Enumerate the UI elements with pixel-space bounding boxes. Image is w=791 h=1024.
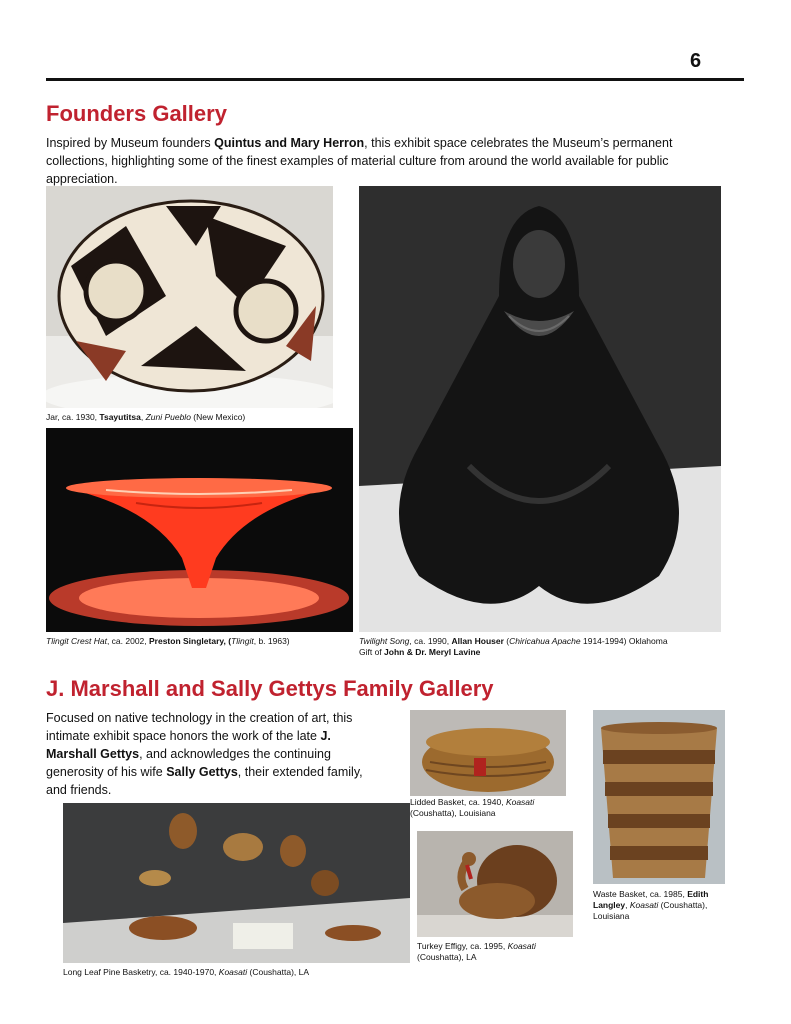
pine-basketry-caption: Long Leaf Pine Basketry, ca. 1940-1970, Koasati (Coushatta), LA [63, 967, 310, 977]
hat-caption: Tlingit Crest Hat, ca. 2002, Preston Singletary, (Tlingit, b. 1963) [46, 636, 290, 646]
waste-basket-photo [593, 710, 725, 884]
gettys-gallery-intro: Focused on native technology in the creation of art, this intimate exhibit space honors the work of the late J. Marshall Gettys, and acknowledges the continuing generosity of his wife Sally Gettys, their extended family, and friends. [46, 711, 363, 797]
lidded-basket-photo [410, 710, 566, 796]
founders-names: Quintus and Mary Herron [214, 136, 365, 150]
zuni-jar-photo [46, 186, 333, 408]
turkey-effigy-photo [417, 831, 573, 937]
lidded-basket-caption: Lidded Basket, ca. 1940, Koasati (Coushatta), Louisiana [410, 797, 535, 818]
turkey-effigy-caption: Turkey Effigy, ca. 1995, Koasati (Coushatta), LA [417, 941, 536, 962]
founders-gallery-intro [46, 134, 716, 188]
waste-basket-caption: Waste Basket, ca. 1985, Edith Langley, Koasati (Coushatta), Louisiana [593, 889, 709, 921]
founders-gallery-title: Founders Gallery [46, 101, 227, 126]
twilight-song-photo [359, 186, 721, 632]
intro-text: , this exhibit space celebrates the Museum’s permanent collections, highlighting some of the finest examples of material culture from around the world available for public appreciation. [46, 136, 673, 186]
pine-basketry-photo [63, 803, 410, 963]
tlingit-hat-photo [46, 428, 353, 632]
gettys-gallery-title: J. Marshall and Sally Gettys Family Gallery [46, 676, 494, 701]
intro-text: Inspired by Museum founders [46, 136, 215, 150]
twilight-caption: Twilight Song, ca. 1990, Allan Houser (Chiricahua Apache 1914-1994) Oklahoma Gift of John & Dr. Meryl Lavine [359, 636, 668, 657]
page-number: 6 [690, 50, 702, 72]
header-rule [46, 78, 744, 81]
jar-caption: Jar, ca. 1930, Tsayutitsa, Zuni Pueblo (New Mexico) [46, 412, 246, 422]
